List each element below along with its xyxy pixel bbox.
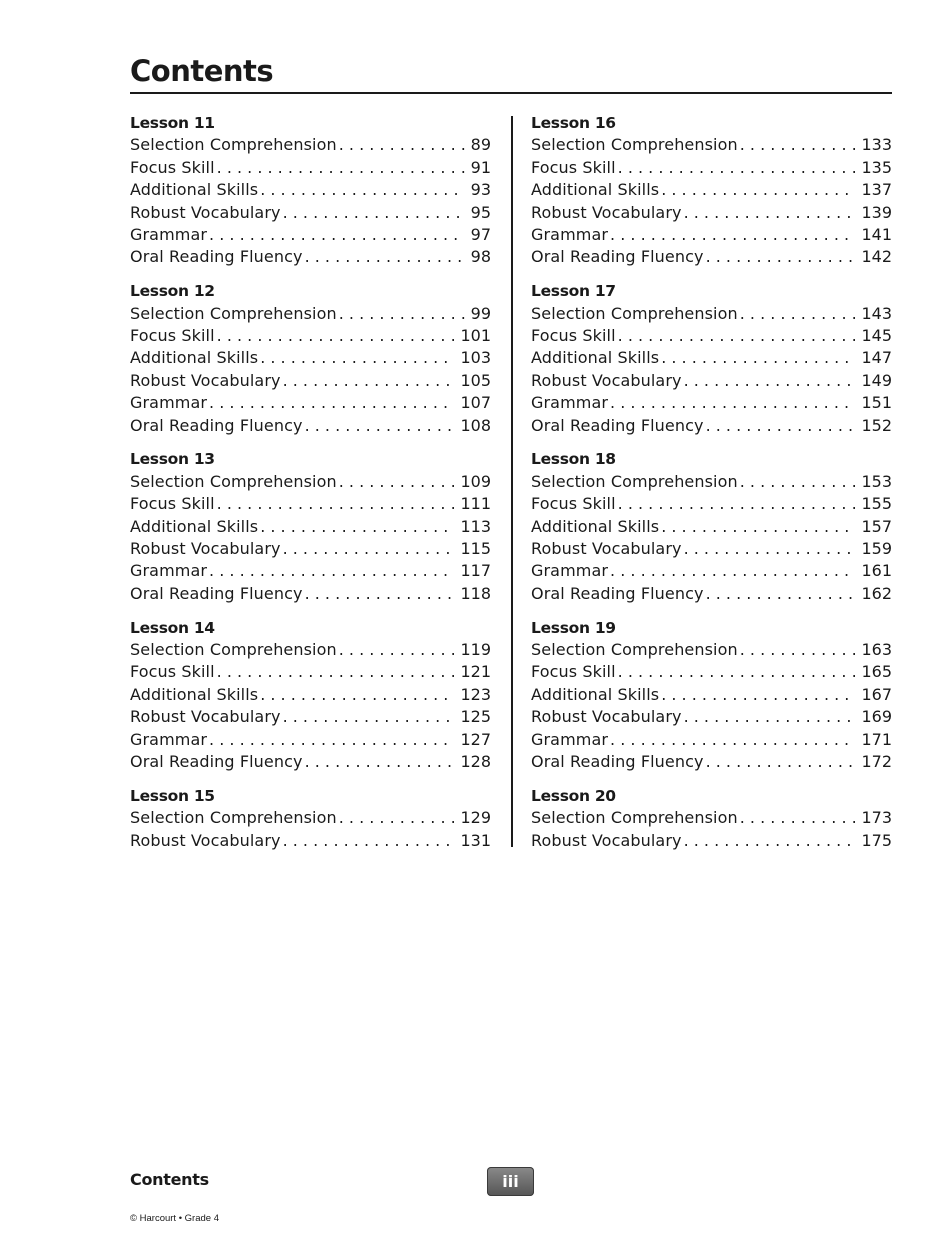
toc-entry: [531, 392, 892, 414]
lesson-block: [130, 112, 491, 269]
dot-leader: [661, 516, 855, 538]
dot-leader: [618, 661, 856, 683]
toc-entry-page: 169: [861, 707, 892, 727]
toc-entry-label: Oral Reading Fluency: [531, 752, 704, 772]
lesson-block: [130, 785, 491, 852]
dot-leader: [305, 415, 455, 437]
column-divider: [511, 116, 513, 847]
toc-entry: [130, 157, 491, 179]
toc-entry-page: 172: [861, 752, 892, 772]
lesson-block: [130, 617, 491, 774]
dot-leader: [740, 303, 856, 325]
toc-entry-page: 163: [861, 640, 892, 660]
toc-entry-page: 128: [460, 752, 491, 772]
toc-entry-label: Grammar: [130, 393, 208, 413]
toc-entry: [130, 538, 491, 560]
toc-entry: [531, 729, 892, 751]
lesson-heading: Lesson 14: [130, 618, 215, 637]
toc-entry: [130, 516, 491, 538]
toc-entry-page: 127: [460, 729, 491, 749]
dot-leader: [209, 729, 454, 751]
toc-entry-label: Focus Skill: [531, 494, 616, 514]
toc-entry-page: 113: [460, 516, 491, 536]
toc-entry-page: 109: [460, 471, 491, 491]
toc-entry-page: 155: [861, 494, 892, 514]
dot-leader: [339, 134, 465, 156]
toc-column-right: [531, 112, 892, 864]
page-number-badge: iii: [487, 1167, 534, 1196]
toc-entry-page: 125: [460, 707, 491, 727]
lesson-heading: Lesson 13: [130, 450, 215, 469]
dot-leader: [740, 639, 856, 661]
toc-entry-label: Grammar: [130, 729, 208, 749]
lesson-block: [130, 280, 491, 437]
dot-leader: [260, 347, 454, 369]
toc-entry-label: Additional Skills: [130, 684, 259, 704]
toc-entry-label: Selection Comprehension: [531, 640, 738, 660]
toc-entry-label: Focus Skill: [130, 494, 215, 514]
dot-leader: [661, 179, 855, 201]
toc-entry: [130, 370, 491, 392]
toc-entry: [130, 202, 491, 224]
toc-entry: [130, 392, 491, 414]
toc-entry-page: 129: [460, 808, 491, 828]
toc-entry-label: Focus Skill: [130, 662, 215, 682]
page-title: Contents: [130, 54, 274, 88]
toc-entry-page: 101: [460, 326, 491, 346]
toc-entry-label: Additional Skills: [531, 684, 660, 704]
toc-entry-page: 123: [460, 684, 491, 704]
toc-entry: [130, 639, 491, 661]
toc-entry-label: Additional Skills: [531, 516, 660, 536]
lesson-block: [531, 280, 892, 437]
toc-entry-page: 175: [861, 830, 892, 850]
toc-entry-label: Oral Reading Fluency: [531, 247, 704, 267]
toc-entry-label: Grammar: [130, 224, 208, 244]
toc-entry: [130, 325, 491, 347]
toc-entry-label: Robust Vocabulary: [130, 370, 281, 390]
toc-entry-label: Additional Skills: [130, 180, 259, 200]
dot-leader: [740, 471, 856, 493]
toc-entry: [531, 661, 892, 683]
toc-entry-page: 103: [460, 348, 491, 368]
toc-entry-page: 97: [470, 224, 491, 244]
toc-entry-page: 105: [460, 370, 491, 390]
dot-leader: [706, 415, 856, 437]
toc-entry: [130, 583, 491, 605]
dot-leader: [209, 392, 454, 414]
dot-leader: [283, 538, 455, 560]
toc-entry-page: 159: [861, 539, 892, 559]
dot-leader: [661, 347, 855, 369]
toc-entry-label: Oral Reading Fluency: [130, 752, 303, 772]
toc-entry-page: 167: [861, 684, 892, 704]
toc-entry-label: Selection Comprehension: [130, 303, 337, 323]
toc-entry: [531, 246, 892, 268]
copyright-line: © Harcourt • Grade 4: [130, 1213, 219, 1224]
lesson-heading: Lesson 17: [531, 282, 616, 301]
dot-leader: [283, 202, 465, 224]
toc-entry-page: 91: [470, 157, 491, 177]
toc-entry-page: 137: [861, 180, 892, 200]
toc-entry: [130, 493, 491, 515]
toc-entry: [531, 684, 892, 706]
toc-entry: [130, 415, 491, 437]
toc-entry-page: 151: [861, 393, 892, 413]
lesson-heading: Lesson 12: [130, 282, 215, 301]
toc-entry-label: Focus Skill: [531, 326, 616, 346]
toc-entry-page: 147: [861, 348, 892, 368]
lesson-heading: Lesson 15: [130, 786, 215, 805]
toc-entry: [130, 807, 491, 829]
toc-entry-label: Robust Vocabulary: [531, 707, 682, 727]
toc-entry-page: 171: [861, 729, 892, 749]
toc-entry: [531, 415, 892, 437]
dot-leader: [618, 325, 856, 347]
toc-entry: [130, 751, 491, 773]
toc-entry-label: Additional Skills: [130, 516, 259, 536]
lesson-heading: Lesson 16: [531, 114, 616, 132]
toc-entry-label: Additional Skills: [531, 180, 660, 200]
toc-entry: [531, 538, 892, 560]
dot-leader: [260, 684, 454, 706]
dot-leader: [260, 516, 454, 538]
dot-leader: [339, 639, 455, 661]
dot-leader: [339, 303, 465, 325]
toc-column-left: [130, 112, 491, 864]
toc-entry-label: Oral Reading Fluency: [130, 247, 303, 267]
toc-entry: [130, 347, 491, 369]
dot-leader: [684, 830, 856, 852]
dot-leader: [217, 661, 455, 683]
toc-entry: [130, 729, 491, 751]
toc-entry-label: Oral Reading Fluency: [531, 415, 704, 435]
toc-entry-page: 119: [460, 640, 491, 660]
dot-leader: [661, 684, 855, 706]
toc-entry-label: Oral Reading Fluency: [130, 415, 303, 435]
dot-leader: [706, 751, 856, 773]
toc-entry-label: Selection Comprehension: [130, 135, 337, 155]
toc-entry-label: Robust Vocabulary: [130, 830, 281, 850]
toc-entry-label: Focus Skill: [531, 662, 616, 682]
toc-entry-page: 157: [861, 516, 892, 536]
toc-entry-label: Robust Vocabulary: [130, 202, 281, 222]
toc-entry-label: Selection Comprehension: [531, 471, 738, 491]
dot-leader: [260, 179, 464, 201]
toc-entry: [531, 706, 892, 728]
toc-entry-page: 143: [861, 303, 892, 323]
toc-entry-page: 117: [460, 561, 491, 581]
toc-entry: [531, 202, 892, 224]
toc-entry-label: Additional Skills: [130, 348, 259, 368]
toc-entry-page: 142: [861, 247, 892, 267]
toc-entry-page: 115: [460, 539, 491, 559]
dot-leader: [339, 807, 455, 829]
toc-entry-page: 95: [470, 202, 491, 222]
lesson-heading: Lesson 19: [531, 618, 616, 637]
toc-entry-page: 98: [470, 247, 491, 267]
toc-entry-label: Grammar: [130, 561, 208, 581]
toc-entry-label: Robust Vocabulary: [130, 707, 281, 727]
toc-entry: [130, 684, 491, 706]
toc-entry: [531, 179, 892, 201]
toc-entry: [531, 325, 892, 347]
toc-entry-label: Selection Comprehension: [531, 135, 738, 155]
dot-leader: [283, 706, 455, 728]
toc-entry-page: 141: [861, 224, 892, 244]
toc-entry: [130, 303, 491, 325]
dot-leader: [706, 246, 856, 268]
toc-entry-label: Grammar: [531, 561, 609, 581]
toc-entry-label: Selection Comprehension: [531, 808, 738, 828]
toc-entry: [130, 661, 491, 683]
toc-entry: [130, 134, 491, 156]
toc-entry-page: 93: [470, 180, 491, 200]
dot-leader: [217, 493, 455, 515]
toc-entry-label: Selection Comprehension: [531, 303, 738, 323]
toc-entry-label: Robust Vocabulary: [531, 370, 682, 390]
dot-leader: [209, 560, 454, 582]
dot-leader: [305, 583, 455, 605]
dot-leader: [684, 706, 856, 728]
footer-title: Contents: [130, 1170, 209, 1189]
toc-entry-label: Selection Comprehension: [130, 640, 337, 660]
dot-leader: [684, 538, 856, 560]
toc-entry-label: Robust Vocabulary: [531, 830, 682, 850]
toc-entry: [531, 639, 892, 661]
toc-entry: [531, 493, 892, 515]
toc-entry-page: 89: [470, 135, 491, 155]
dot-leader: [740, 134, 856, 156]
toc-entry: [531, 560, 892, 582]
toc-entry-label: Selection Comprehension: [130, 808, 337, 828]
toc-entry-label: Additional Skills: [531, 348, 660, 368]
toc-entry: [531, 157, 892, 179]
lesson-block: [531, 112, 892, 269]
dot-leader: [610, 392, 855, 414]
toc-entry-page: 152: [861, 415, 892, 435]
toc-entry-label: Oral Reading Fluency: [130, 583, 303, 603]
toc-entry-page: 165: [861, 662, 892, 682]
toc-entry-label: Focus Skill: [531, 157, 616, 177]
toc-entry-label: Robust Vocabulary: [130, 539, 281, 559]
toc-entry-page: 107: [460, 393, 491, 413]
lesson-heading: Lesson 20: [531, 786, 616, 805]
toc-entry-page: 173: [861, 808, 892, 828]
toc-entry: [531, 807, 892, 829]
toc-entry-page: 162: [861, 583, 892, 603]
lesson-block: [531, 448, 892, 605]
dot-leader: [283, 830, 455, 852]
toc-entry-page: 153: [861, 471, 892, 491]
dot-leader: [209, 224, 465, 246]
toc-entry: [531, 751, 892, 773]
toc-entry-page: 149: [861, 370, 892, 390]
toc-entry-page: 145: [861, 326, 892, 346]
toc-entry: [130, 830, 491, 852]
toc-entry: [531, 134, 892, 156]
toc-entry-label: Focus Skill: [130, 326, 215, 346]
toc-entry-page: 133: [861, 135, 892, 155]
lesson-heading: Lesson 11: [130, 114, 215, 132]
dot-leader: [610, 729, 855, 751]
dot-leader: [283, 370, 455, 392]
toc-entry-label: Robust Vocabulary: [531, 539, 682, 559]
lesson-block: [531, 617, 892, 774]
toc-entry: [130, 246, 491, 268]
dot-leader: [610, 224, 855, 246]
toc-entry-page: 118: [460, 583, 491, 603]
toc-entry-page: 99: [470, 303, 491, 323]
toc-entry: [531, 347, 892, 369]
toc-entry: [130, 224, 491, 246]
toc-entry: [531, 303, 892, 325]
toc-entry: [531, 583, 892, 605]
toc-entry-page: 131: [460, 830, 491, 850]
toc-entry-page: 121: [460, 662, 491, 682]
title-rule: [130, 92, 892, 94]
dot-leader: [618, 157, 856, 179]
dot-leader: [706, 583, 856, 605]
toc-entry-label: Oral Reading Fluency: [531, 583, 704, 603]
toc-entry: [130, 560, 491, 582]
toc-entry: [531, 830, 892, 852]
toc-entry: [130, 706, 491, 728]
toc-entry-label: Robust Vocabulary: [531, 202, 682, 222]
dot-leader: [740, 807, 856, 829]
toc-entry-page: 161: [861, 561, 892, 581]
dot-leader: [339, 471, 455, 493]
dot-leader: [684, 370, 856, 392]
toc-entry-page: 108: [460, 415, 491, 435]
lesson-heading: Lesson 18: [531, 450, 616, 469]
dot-leader: [305, 246, 465, 268]
toc-entry: [531, 471, 892, 493]
dot-leader: [684, 202, 856, 224]
toc-entry-label: Grammar: [531, 393, 609, 413]
toc-entry-label: Focus Skill: [130, 157, 215, 177]
dot-leader: [217, 157, 465, 179]
toc-entry: [531, 224, 892, 246]
toc-entry-page: 135: [861, 157, 892, 177]
toc-entry: [130, 471, 491, 493]
toc-entry-label: Grammar: [531, 729, 609, 749]
toc-entry-page: 111: [460, 494, 491, 514]
toc-entry: [531, 516, 892, 538]
lesson-block: [531, 785, 892, 852]
dot-leader: [305, 751, 455, 773]
dot-leader: [217, 325, 455, 347]
toc-entry-label: Grammar: [531, 224, 609, 244]
toc-entry-label: Selection Comprehension: [130, 471, 337, 491]
lesson-block: [130, 448, 491, 605]
toc-entry: [130, 179, 491, 201]
toc-entry-page: 139: [861, 202, 892, 222]
toc-entry: [531, 370, 892, 392]
dot-leader: [618, 493, 856, 515]
dot-leader: [610, 560, 855, 582]
